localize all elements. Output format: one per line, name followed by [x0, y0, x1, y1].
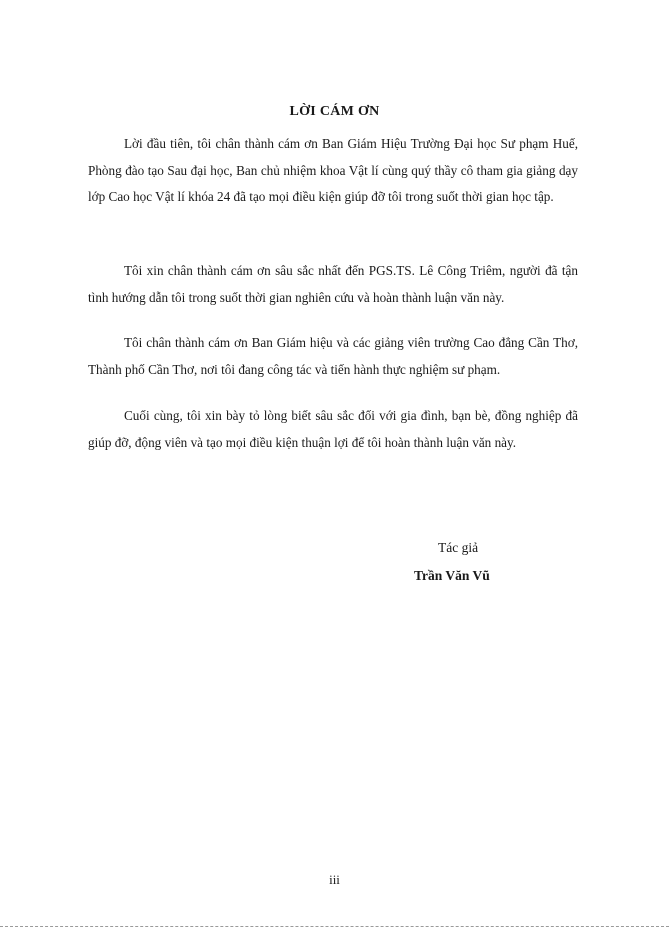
acknowledgement-paragraph-4 — [88, 403, 578, 456]
page-bottom-divider — [0, 926, 669, 927]
signature-role: Tác giả — [438, 540, 479, 555]
signature-name: Trần Văn Vũ — [414, 568, 490, 583]
acknowledgement-paragraph-2 — [88, 258, 578, 311]
paragraph-text: Lời đầu tiên, tôi chân thành cám ơn Ban Giám Hiệu Trường Đại học Sư phạm Huế, Phòng đào tạo Sau đại học, Ban chủ nhiệm khoa Vật lí cùng quý thầy cô tham gia giảng dạy lớp Cao học Vật lí khóa 24 đã tạo mọi điều kiện giúp đỡ tôi trong suốt thời gian học tập. — [88, 136, 578, 204]
acknowledgement-paragraph-1 — [88, 131, 578, 211]
paragraph-text: Tôi chân thành cám ơn Ban Giám hiệu và các giảng viên trường Cao đẳng Cần Thơ, Thành phố Cần Thơ, nơi tôi đang công tác và tiến hành thực nghiệm sư phạm. — [88, 335, 578, 377]
page-number: iii — [329, 872, 340, 887]
page-title: LỜI CÁM ƠN — [289, 104, 380, 119]
paragraph-text: Cuối cùng, tôi xin bày tỏ lòng biết sâu sắc đối với gia đình, bạn bè, đồng nghiệp đã giúp đỡ, động viên và tạo mọi điều kiện thuận lợi để tôi hoàn thành luận văn này. — [88, 408, 578, 450]
acknowledgement-paragraph-3 — [88, 330, 578, 383]
paragraph-text: Tôi xin chân thành cám ơn sâu sắc nhất đến PGS.TS. Lê Công Triêm, người đã tận tình hướng dẫn tôi trong suốt thời gian nghiên cứu và hoàn thành luận văn này. — [88, 263, 578, 305]
